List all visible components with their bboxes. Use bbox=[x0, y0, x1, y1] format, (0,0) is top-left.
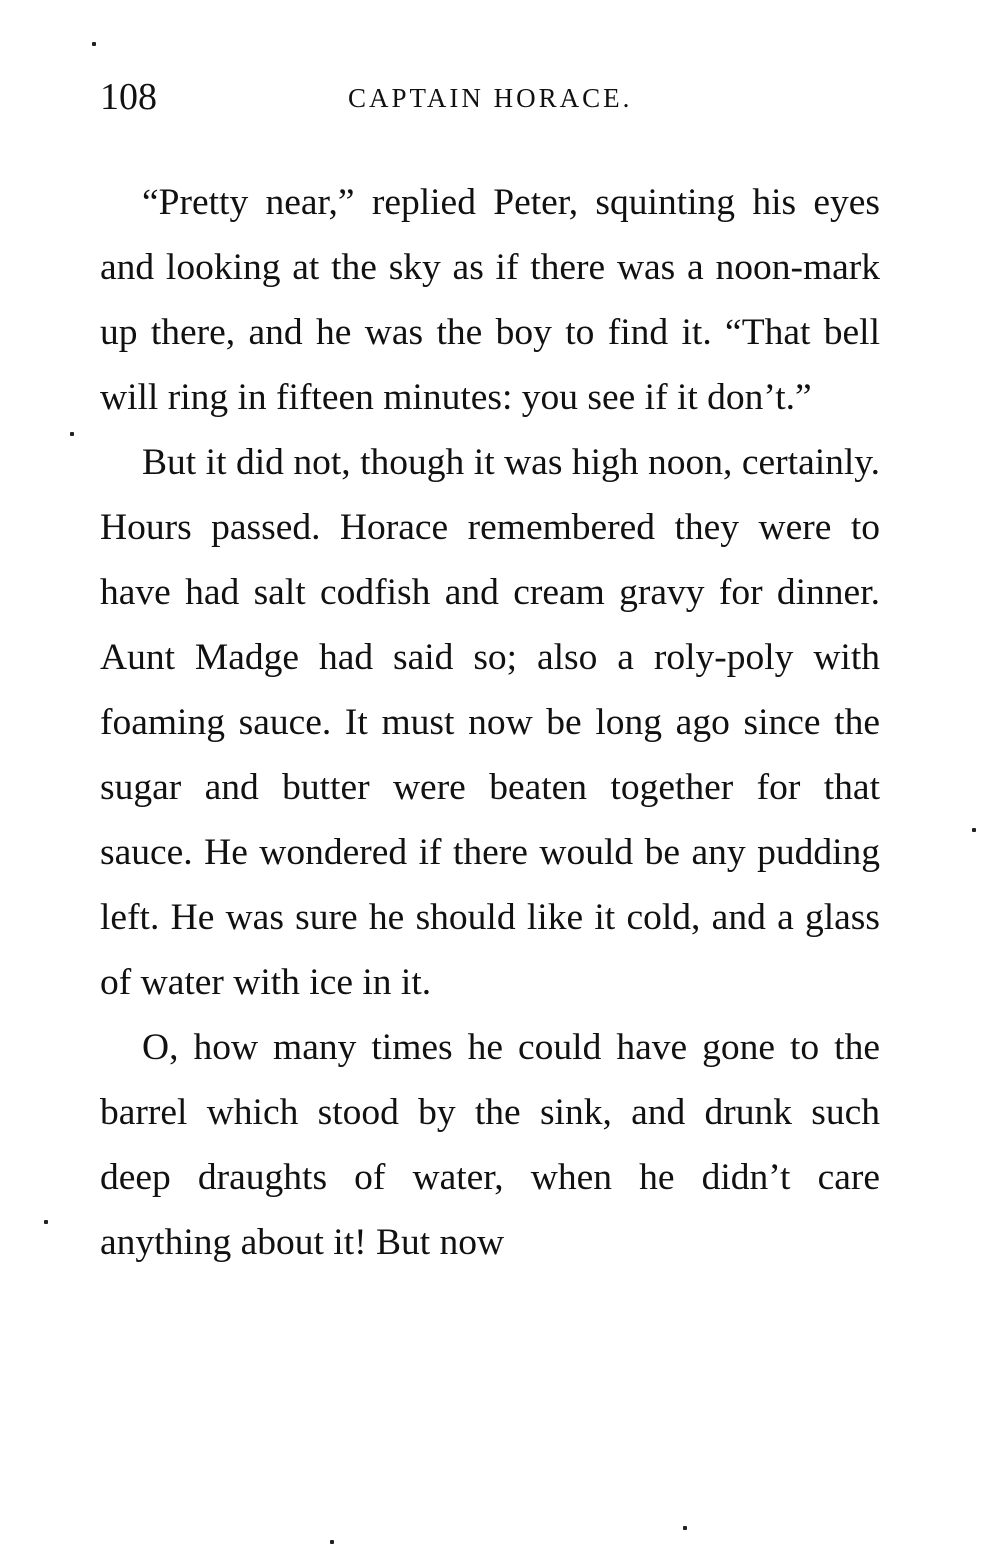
page-number: 108 bbox=[100, 76, 157, 118]
scan-speck bbox=[330, 1540, 334, 1544]
scan-speck bbox=[44, 1220, 48, 1224]
scan-speck bbox=[683, 1526, 687, 1530]
scan-speck bbox=[972, 828, 976, 832]
running-title: CAPTAIN HORACE. bbox=[348, 83, 633, 113]
paragraph-3: O, how many times he could have gone to the barrel which stood by the sink, and drunk such deep draughts of water, when he didn’t care anything about it! But now bbox=[100, 1027, 880, 1263]
paragraph-1: “Pretty near,” replied Peter, squinting his eyes and looking at the sky as if there was a noon-mark up there, and he was the boy to find it. “That bell will ring in fifteen minutes: you see if it don’t.” bbox=[100, 182, 880, 418]
scan-speck bbox=[92, 42, 96, 46]
scan-speck bbox=[70, 432, 74, 436]
paragraph-2: But it did not, though it was high noon, certainly. Hours passed. Horace remembered they were to have had salt codfish and cream gravy for dinner. Aunt Madge had said so; also a roly-poly with foaming sauce. It must now be long ago since the sugar and butter were beaten together for that sauce. He wondered if there would be any pudding left. He was sure he should like it cold, and a glass of water with ice in it. bbox=[100, 442, 880, 1003]
running-head bbox=[100, 72, 880, 122]
body-text bbox=[100, 170, 880, 1275]
